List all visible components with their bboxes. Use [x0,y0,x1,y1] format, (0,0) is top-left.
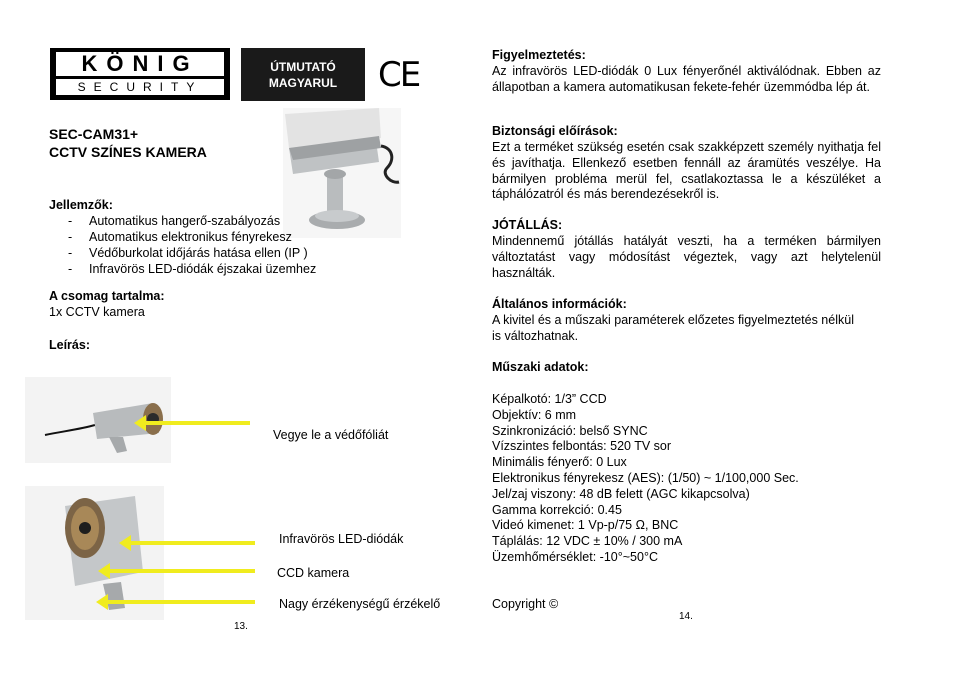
logo-security-text: SECURITY [56,79,224,95]
arrow-remove-foil [142,421,250,425]
general-text: A kivitel és a műszaki paraméterek előzetes figyelmeztetés nélkül is változhatnak. [492,313,854,343]
label-ir-leds: Infravörös LED-diódák [279,532,404,546]
label-ccd: CCD kamera [277,566,350,580]
copyright: Copyright © [492,597,559,611]
feature-item: - Automatikus elektronikus fényrekesz [68,230,292,244]
spec-item: Jel/zaj viszony: 48 dB felett (AGC kikapcsolva) [492,486,750,501]
manual-badge-line1: ÚTMUTATÓ [270,59,336,74]
manual-language-badge [241,48,365,101]
model-number: SEC-CAM31+ [49,126,139,142]
camera-side-photo [25,377,171,463]
package-title: A csomag tartalma: [49,289,165,303]
label-sensor: Nagy érzékenységű érzékelő [279,597,441,611]
specs-list [492,392,881,566]
features-title: Jellemzők: [49,198,113,212]
spec-item: Üzemhőmérséklet: -10°~50°C [492,549,658,564]
spec-item: Szinkronizáció: belső SYNC [492,423,648,438]
safety-title: Biztonsági előírások: [492,124,618,138]
spec-item: Elektronikus fényrekesz (AES): (1/50) ~ 1/100,000 Sec. [492,470,799,485]
warranty-text: Mindennemű jótállás hatályát veszti, ha a terméken bármilyen változtatást vagy módosítást végeztek, vagy azt helytelenül használták. [492,234,881,280]
manual-badge-line2: MAGYARUL [268,75,338,90]
label-remove-foil: Vegye le a védőfóliát [273,428,389,442]
specs-title: Műszaki adatok: [492,360,589,374]
arrow-head-icon [119,535,131,551]
general-title: Általános információk: [492,297,627,311]
product-name: CCTV SZÍNES KAMERA [49,144,207,160]
safety-text: Ezt a terméket szükség esetén csak szakképzett személy nyithatja fel és javíthatja. Ellenkező esetben fennáll az áramütés veszélye. Ha bármilyen probléma merül fel, csatlakoztassa le a készüléket a táphálózatról és más berendezésekről is. [492,140,881,202]
spec-item: Táplálás: 12 VDC ± 10% / 300 mA [492,534,683,549]
warning-title: Figyelmeztetés: [492,48,586,62]
spec-item: Gamma korrekció: 0.45 [492,502,622,517]
features-list [68,213,316,277]
feature-item: - Védőburkolat időjárás hatása ellen (IP ) [68,246,308,260]
feature-item: - Automatikus hangerő-szabályozás [68,214,281,228]
description-title: Leírás: [49,338,90,352]
arrow-sensor [106,600,255,604]
spec-item: Képalkotó: 1/3” CCD [492,392,607,406]
logo-brand-text: KÖNIG [56,52,224,76]
feature-item: - Infravörös LED-diódák éjszakai üzemhez [68,262,317,276]
product-heading [49,125,207,161]
arrow-ir-leds [128,541,255,545]
arrow-head-icon [134,415,146,431]
warranty-title: JÓTÁLLÁS: [492,218,563,232]
package-item: 1x CCTV kamera [49,305,145,319]
page-number-left: 13. [234,621,248,632]
spec-item: Videó kimenet: 1 Vp-p/75 Ω, BNC [492,518,679,533]
page-number-right: 14. [679,611,693,622]
spec-item: Minimális fényerő: 0 Lux [492,455,627,470]
arrow-ccd [108,569,255,573]
ce-mark: CE [378,55,420,95]
warning-text: Az infravörös LED-diódák 0 Lux fényerőnél aktiválódnak. Ebben az állapotban a kamera automatikusan fekete-fehér üzemmódba lép át. [492,64,881,94]
arrow-head-icon [98,563,110,579]
konig-security-logo [50,48,230,100]
spec-item: Vízszintes felbontás: 520 TV sor [492,439,672,454]
spec-item: Objektív: 6 mm [492,407,577,422]
arrow-head-icon [96,594,108,610]
